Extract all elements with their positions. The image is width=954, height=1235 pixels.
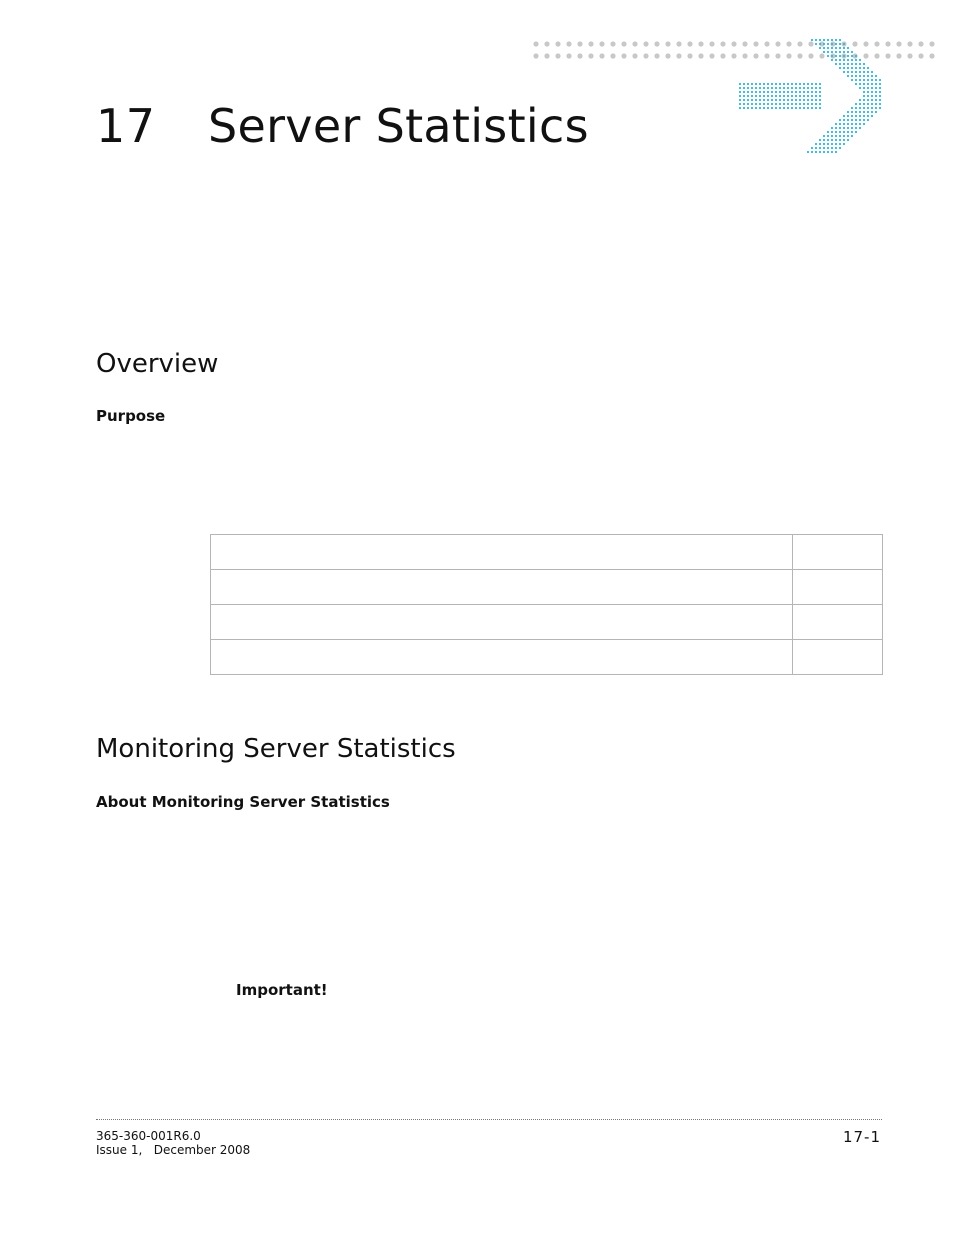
table-cell-description: [211, 640, 793, 675]
table-row: [211, 535, 883, 570]
table-cell-page: [793, 535, 883, 570]
table-row: [211, 570, 883, 605]
section-heading-monitoring: Monitoring Server Statistics: [96, 734, 456, 764]
table-cell-page: [793, 640, 883, 675]
section-heading-overview: Overview: [96, 349, 219, 379]
table-row: [211, 640, 883, 675]
footer-issue-date: Issue 1, December 2008: [96, 1143, 251, 1157]
table-cell-description: [211, 605, 793, 640]
table-row: [211, 605, 883, 640]
table-cell-description: [211, 570, 793, 605]
footer-doc-number: 365-360-001R6.0: [96, 1129, 201, 1143]
subheading-about-monitoring: About Monitoring Server Statistics: [96, 793, 390, 811]
chapter-number: 17: [96, 99, 156, 153]
important-note-label: Important!: [236, 981, 328, 999]
subheading-purpose: Purpose: [96, 407, 166, 425]
footer-divider: [96, 1119, 882, 1120]
overview-table: [210, 534, 883, 675]
table-cell-page: [793, 605, 883, 640]
table-cell-page: [793, 570, 883, 605]
table-cell-description: [211, 535, 793, 570]
chapter-title: Server Statistics: [208, 99, 589, 153]
footer-page-number: 17-1: [842, 1128, 881, 1146]
